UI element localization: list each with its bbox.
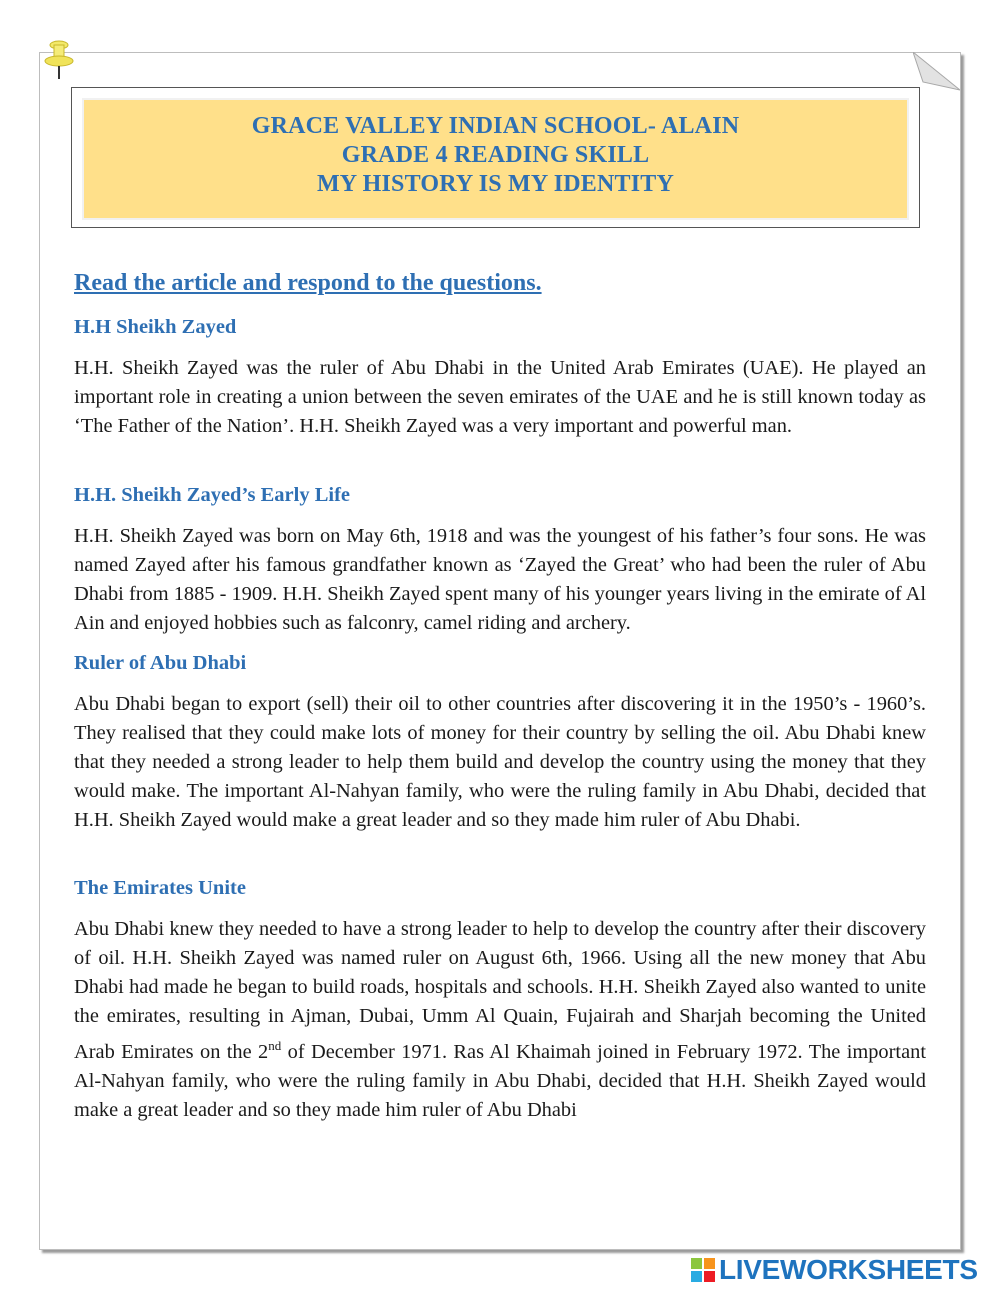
worksheet-title: MY HISTORY IS MY IDENTITY bbox=[316, 171, 675, 197]
grade-title: GRADE 4 READING SKILL bbox=[341, 142, 650, 168]
liveworksheets-logo-icon bbox=[691, 1258, 715, 1282]
section-text-emirates-unite bbox=[74, 915, 926, 1125]
page-curl-icon bbox=[913, 52, 960, 94]
section-heading-early-life: H.H. Sheikh Zayed’s Early Life bbox=[74, 484, 351, 506]
section-text-sheikh-zayed: H.H. Sheikh Zayed was the ruler of Abu Dhabi in the United Arab Emirates (UAE). He played an important role in creating a union between the seven emirates of the UAE and he is still known today as ‘The Father of the Nation’. H.H. Sheikh Zayed was a very important and powerful man. bbox=[74, 357, 926, 437]
section-text-early-life: H.H. Sheikh Zayed was born on May 6th, 1918 and was the youngest of his father’s four sons. He was named Zayed after his famous grandfather known as ‘Zayed the Great’ who had been the ruler of Abu Dhabi from 1885 - 1909. H.H. Sheikh Zayed spent many of his younger years living in the emirate of Al Ain and enjoyed hobbies such as falconry, camel riding and archery. bbox=[74, 525, 926, 634]
ordinal-superscript: nd bbox=[268, 1038, 282, 1053]
title-banner bbox=[82, 98, 909, 220]
liveworksheets-logo bbox=[691, 1255, 978, 1285]
pushpin-icon bbox=[42, 37, 76, 81]
section-heading-sheikh-zayed: H.H Sheikh Zayed bbox=[74, 316, 237, 338]
section-text-ruler: Abu Dhabi began to export (sell) their oil to other countries after discovering it in the 1950’s - 1960’s. They realised that they could make lots of money for their country by selling the oil. Abu Dhabi knew that they needed a strong leader to help them build and develop the country using the money that they would make. The important Al-Nahyan family, who were the ruling family in Abu Dhabi, decided that H.H. Sheikh Zayed would make a great leader and so they made him ruler of Abu Dhabi. bbox=[74, 693, 926, 831]
school-name: GRACE VALLEY INDIAN SCHOOL- ALAIN bbox=[251, 113, 740, 139]
section-heading-emirates-unite: The Emirates Unite bbox=[74, 877, 246, 899]
text-part-1: Abu Dhabi knew they needed to have a strong leader to help to develop the country after their discovery of oil. H.H. Sheikh Zayed was named ruler on August 6th, 1966. Using all the new money that Abu Dhabi had made he began to build roads, hospitals and schools. H.H. Sheikh Zayed also wanted to unite the emirates, resulting in Ajman, Dubai, Umm Al Quain, Fujairah and Sharjah becoming the United Arab Emirates on the 2 bbox=[74, 918, 926, 1063]
text-part-2: of December 1971. Ras Al Khaimah joined in February 1972. The important Al-Nahyan family, who were the ruling family in Abu Dhabi, decided that H.H. Sheikh Zayed would make a great leader and so they made him ruler of Abu Dhabi bbox=[74, 1040, 926, 1121]
liveworksheets-logo-text: LIVEWORKSHEETS bbox=[719, 1254, 978, 1285]
title-box bbox=[71, 87, 920, 228]
section-heading-ruler: Ruler of Abu Dhabi bbox=[74, 652, 247, 674]
instruction-heading: Read the article and respond to the questions. bbox=[74, 270, 542, 296]
